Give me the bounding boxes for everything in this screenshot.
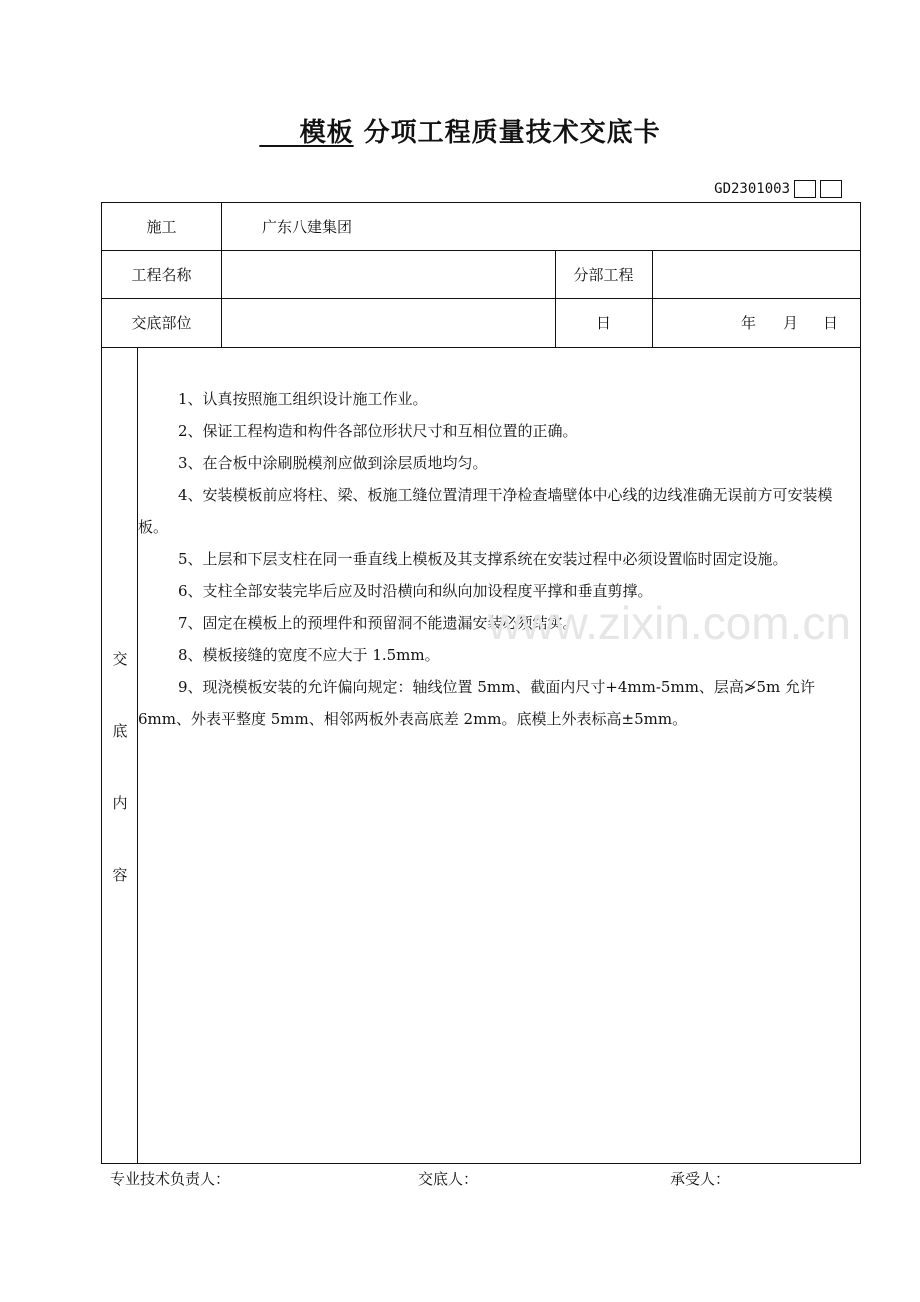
tech-lead-signature: 专业技术负责人： — [110, 1170, 231, 1188]
side-char-3: 内 — [112, 794, 128, 812]
content-item: 5、上层和下层支柱在同一垂直线上模板及其支撑系统在安装过程中必须设置临时固定设施。 — [178, 550, 788, 568]
project-name-label: 工程名称 — [131, 265, 192, 284]
document-title — [0, 112, 920, 149]
content-item: 1、认真按照施工组织设计施工作业。 — [178, 390, 428, 408]
part-label: 交底部位 — [131, 314, 192, 332]
content-item: 8、模板接缝的宽度不应大于 1.5mm。 — [178, 646, 440, 664]
date-field[interactable] — [653, 298, 860, 347]
date-year: 年 — [741, 314, 757, 332]
form-code-text: GD2301003 — [714, 181, 790, 197]
side-char-2: 底 — [112, 722, 128, 740]
side-char-4: 容 — [112, 866, 128, 884]
watermark: www.zixin.com.cn — [488, 597, 851, 649]
sub-project-label: 分部工程 — [573, 265, 634, 284]
disclosure-table — [101, 202, 861, 1164]
disclosure-content — [138, 383, 856, 735]
part-field[interactable] — [222, 298, 555, 347]
code-box-2[interactable] — [820, 180, 842, 198]
construction-value[interactable]: 广东八建集团 — [262, 218, 353, 236]
receiver-signature: 承受人： — [670, 1170, 731, 1188]
content-item: 6、支柱全部安装完毕后应及时沿横向和纵向加设程度平撑和垂直剪撑。 — [178, 582, 653, 600]
discloser-signature: 交底人： — [418, 1170, 479, 1188]
content-side-label — [102, 623, 138, 911]
code-box-1[interactable] — [794, 180, 816, 198]
title-rest: 分项工程质量技术交底卡 — [363, 118, 661, 148]
date-day: 日 — [823, 314, 839, 332]
content-item: 4、安装模板前应将柱、梁、板施工缝位置清理干净检查墙壁体中心线的边线准确无误前方可安装模板。 — [138, 486, 833, 536]
content-item: 2、保证工程构造和构件各部位形状尺寸和互相位置的正确。 — [178, 422, 578, 440]
project-name-field[interactable] — [222, 250, 555, 298]
construction-label: 施工 — [146, 218, 177, 236]
date-label: 日 — [595, 314, 611, 332]
content-item: 3、在合板中涂刷脱模剂应做到涂层质地均匀。 — [178, 454, 488, 472]
title-underlined-part: 模板 — [299, 118, 354, 148]
content-item: 7、固定在模板上的预埋件和预留洞不能遗漏安装必须结实。 — [178, 614, 578, 632]
row-divider-3 — [102, 347, 860, 348]
form-code — [714, 180, 842, 198]
side-char-1: 交 — [112, 650, 128, 668]
content-item: 9、现浇模板安装的允许偏向规定：轴线位置 5mm、截面内尺寸+4mm-5mm、层高≯5m 允许 6mm、外表平整度 5mm、相邻两板外表高底差 2mm。底模上外表标高±5mm。 — [138, 678, 816, 728]
sub-project-field[interactable] — [653, 250, 860, 298]
date-month: 月 — [783, 314, 799, 332]
